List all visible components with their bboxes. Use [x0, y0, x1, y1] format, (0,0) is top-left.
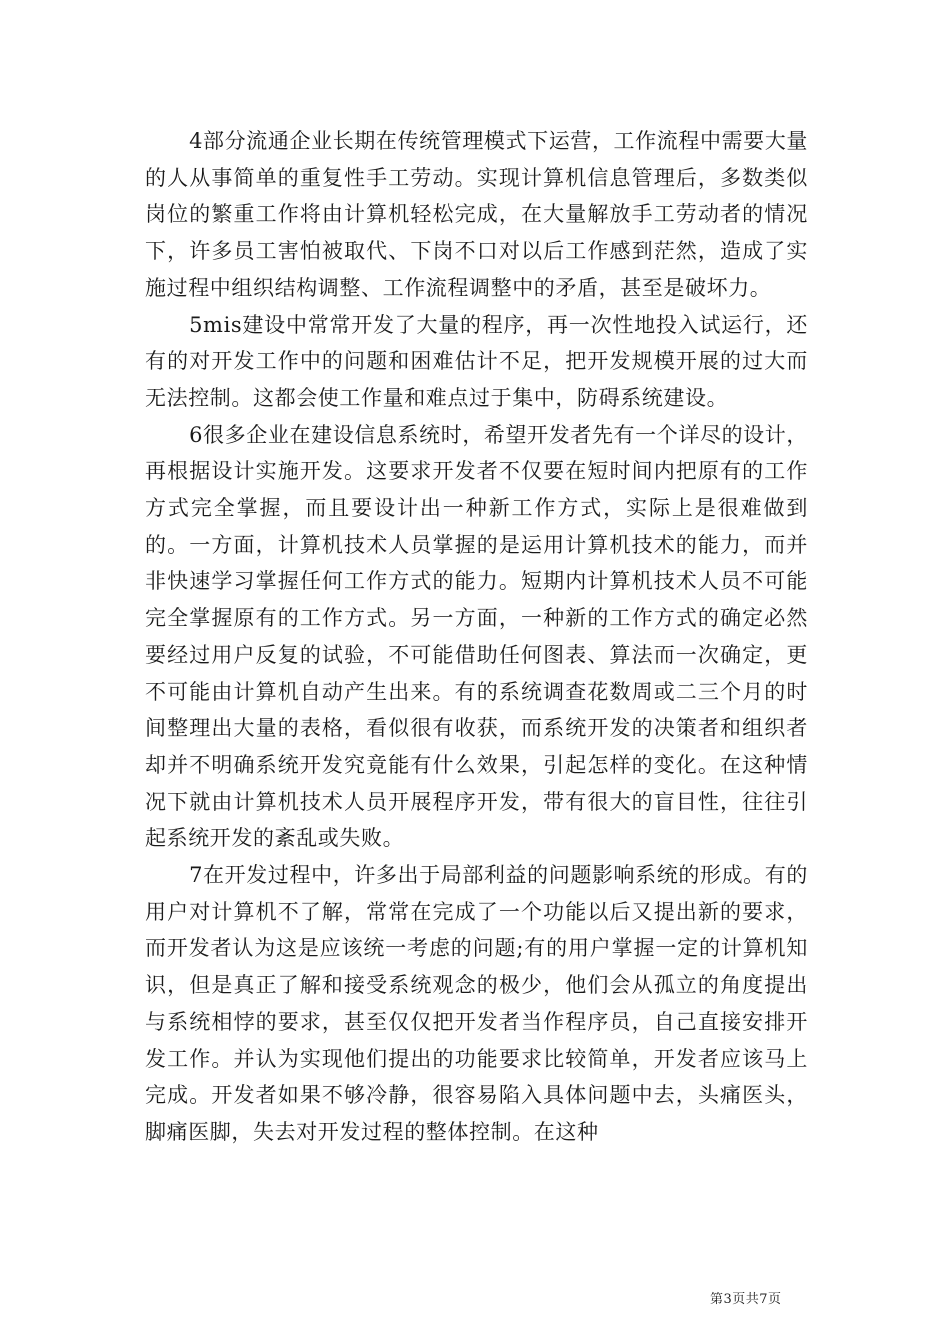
page-number-footer: 第3页共7页	[710, 1292, 782, 1307]
paragraph-4: 4部分流通企业长期在传统管理模式下运营，工作流程中需要大量的人从事简单的重复性手工劳动。实现计算机信息管理后，多数类似岗位的繁重工作将由计算机轻松完成，在大量解放手工劳动者的情况下，许多员工害怕被取代、下岗不口对以后工作感到茫然，造成了实施过程中组织结构调整、工作流程调整中的矛盾，甚至是破坏力。	[145, 129, 808, 300]
paragraph-5: 5mis建设中常常开发了大量的程序，再一次性地投入试运行，还有的对开发工作中的问题和困难估计不足，把开发规模开展的过大而无法控制。这都会使工作量和难点过于集中，防碍系统建设。	[145, 312, 808, 410]
paragraph-6: 6很多企业在建设信息系统时，希望开发者先有一个详尽的设计，再根据设计实施开发。这要求开发者不仅要在短时间内把原有的工作方式完全掌握，而且要设计出一种新工作方式，实际上是很难做到的。一方面，计算机技术人员掌握的是运用计算机技术的能力，而并非快速学习掌握任何工作方式的能力。短期内计算机技术人员不可能完全掌握原有的工作方式。另一方面，一种新的工作方式的确定必然要经过用户反复的试验，不可能借助任何图表、算法而一次确定，更不可能由计算机自动产生出来。有的系统调查花数周或二三个月的时间整理出大量的表格，看似很有收获，而系统开发的决策者和组织者却并不明确系统开发究竟能有什么效果，引起怎样的变化。在这种情况下就由计算机技术人员开展程序开发，带有很大的盲目性，往往引起系统开发的紊乱或失败。	[145, 422, 808, 851]
paragraph-7: 7在开发过程中，许多出于局部利益的问题影响系统的形成。有的用户对计算机不了解，常常在完成了一个功能以后又提出新的要求，而开发者认为这是应该统一考虑的问题;有的用户掌握一定的计算机知识，但是真正了解和接受系统观念的极少，他们会从孤立的角度提出与系统相悖的要求，甚至仅仅把开发者当作程序员，自己直接安排开发工作。并认为实现他们提出的功能要求比较简单，开发者应该马上完成。开发者如果不够冷静，很容易陷入具体问题中去，头痛医头，脚痛医脚，失去对开发过程的整体控制。在这种	[145, 863, 808, 1144]
document-body	[145, 123, 808, 1151]
